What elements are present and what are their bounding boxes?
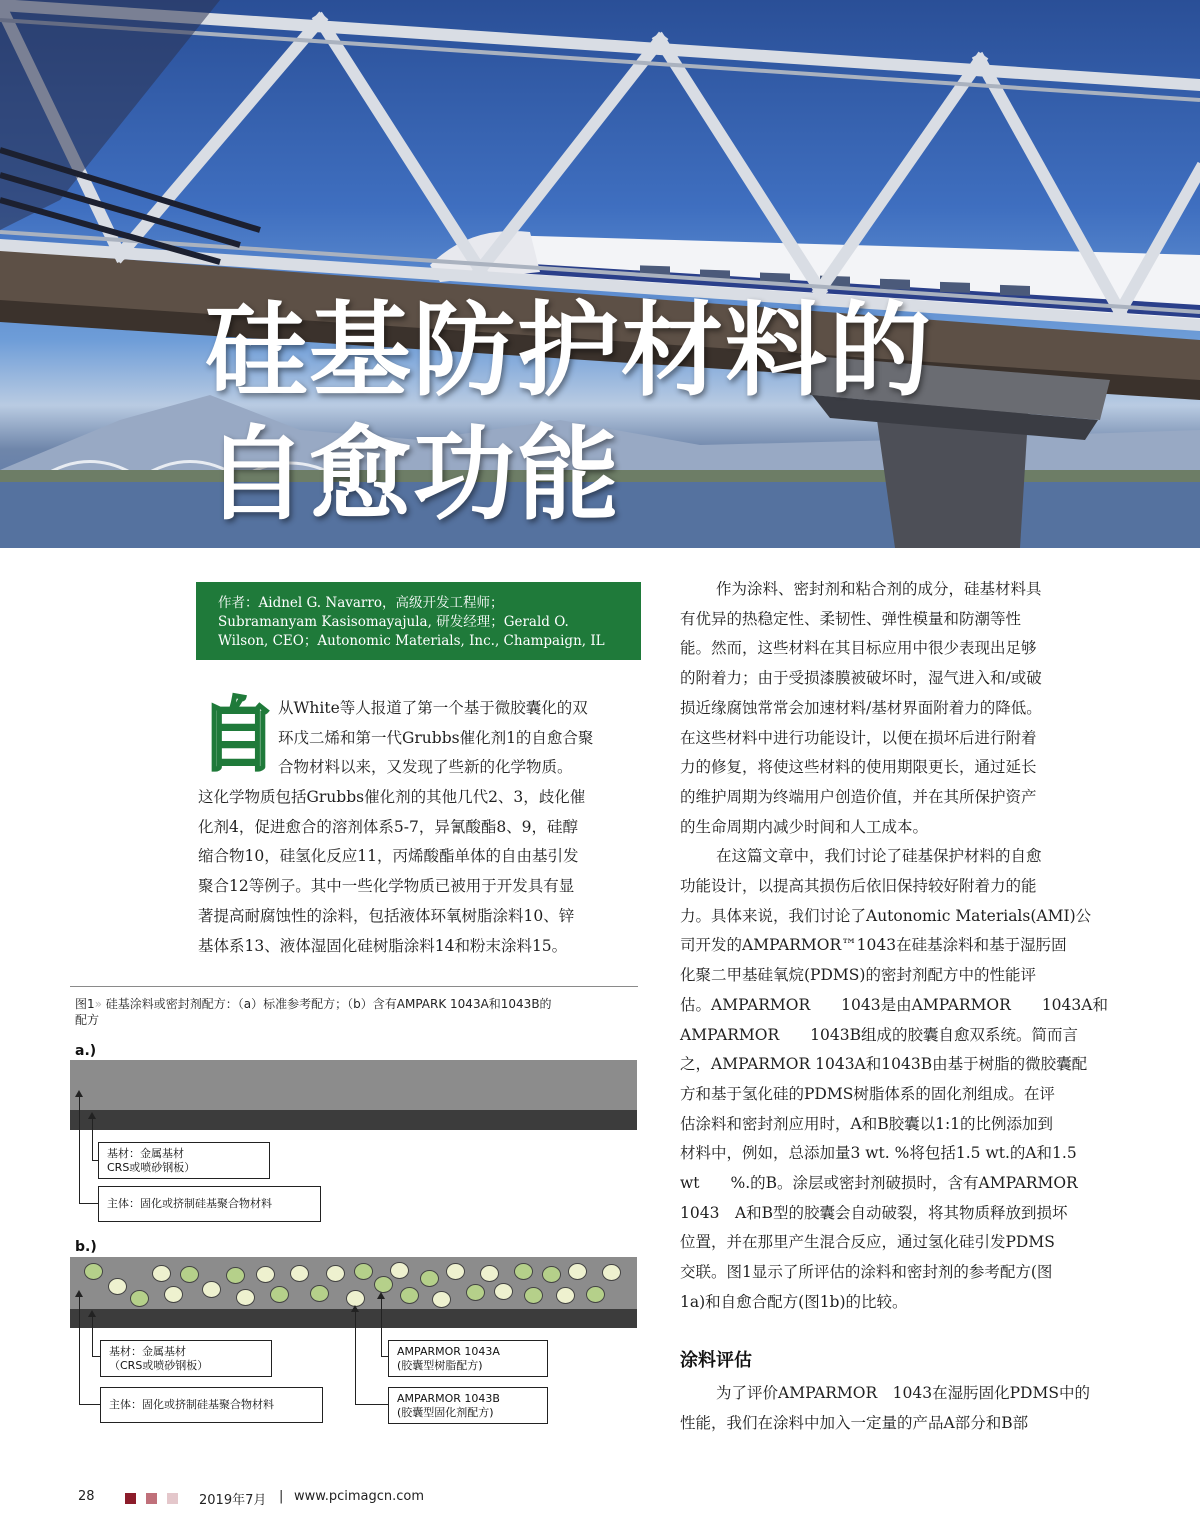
capsule — [390, 1262, 409, 1279]
text-line: 功能设计，以提高其损伤后依旧保持较好附着力的能 — [680, 877, 1037, 896]
paragraph-2 — [680, 842, 1125, 1317]
paragraph-1 — [680, 575, 1125, 842]
pointer-arrow — [75, 1090, 83, 1097]
capsule — [568, 1263, 587, 1280]
text-line: 在这些材料中进行功能设计，以便在损坏后进行附着 — [680, 728, 1037, 747]
text-line: 估。AMPARMOR 1043是由AMPARMOR 1043A和 — [680, 995, 1108, 1014]
callout-capsule-a: AMPARMOR 1043A (胶囊型树脂配方) — [388, 1340, 548, 1377]
callout-b-substrate: 基材：金属基材 （CRS或喷砂钢板） — [100, 1340, 272, 1377]
capsule — [152, 1265, 171, 1282]
author-line: 作者：Aidnel G. Navarro，高级开发工程师； — [218, 595, 504, 611]
text-line: 合物材料以来，又发现了些新的化学物质。 — [278, 758, 573, 777]
capsule — [400, 1287, 419, 1304]
article-title — [205, 290, 933, 538]
footer-square-icon — [125, 1493, 136, 1504]
article-title-line1: 硅基防护材料的 — [205, 292, 933, 411]
text-line: 环戊二烯和第一代Grubbs催化剂1的自愈合聚 — [278, 728, 594, 747]
text-line: 的附着力；由于受损漆膜被破坏时，湿气进入和/或破 — [680, 669, 1042, 688]
coating-layer-a — [70, 1060, 637, 1110]
pointer-arrow — [75, 1290, 83, 1297]
capsule — [514, 1263, 533, 1280]
text-line: 力的修复，将使这些材料的使用期限更长，通过延长 — [680, 758, 1037, 777]
caption-chevron: » — [94, 997, 102, 1011]
text-line: 化聚二甲基硅氧烷(PDMS)的密封剂配方中的性能评 — [680, 966, 1036, 985]
section-heading: 涂料评估 — [680, 1350, 752, 1371]
text-line: 材料中，例如，总添加量3 wt. %将包括1.5 wt.的A和1.5 — [680, 1144, 1077, 1163]
text-line: 从White等人报道了第一个基于微胶囊化的双 — [278, 699, 588, 717]
page-number: 28 — [78, 1489, 95, 1504]
text-line: 之，AMPARMOR 1043A和1043B由基于树脂的微胶囊配 — [680, 1055, 1088, 1074]
text-line: 这化学物质包括Grubbs催化剂的其他几代2、3，歧化催 — [198, 788, 586, 806]
drop-cap: 自 — [198, 689, 278, 782]
pointer-arrow — [351, 1305, 359, 1312]
text-line: 化剂4，促进愈合的溶剂体系5-7，异氰酸酯8、9，硅醇 — [198, 817, 579, 836]
text-line: 在这篇文章中，我们讨论了硅基保护材料的自愈 — [716, 847, 1042, 866]
callout-a-substrate: 基材：金属基材 CRS或喷砂钢板） — [98, 1142, 270, 1179]
substrate-layer-a — [70, 1110, 637, 1130]
text-line: 为了评价AMPARMOR 1043在湿肟固化PDMS中的 — [716, 1384, 1090, 1402]
callout-connector — [79, 1297, 100, 1405]
text-line: AMPARMOR 1043B组成的胶囊自愈双系统。简而言 — [680, 1025, 1079, 1044]
figure-caption-text: 硅基涂料或密封剂配方：（a）标准参考配方；（b）含有AMPARK 1043A和1043B的 — [101, 997, 552, 1011]
capsule — [586, 1286, 605, 1303]
capsule — [202, 1281, 221, 1298]
text-line: 聚合12等例子。其中一些化学物质已被用于开发具有显 — [198, 877, 575, 896]
figure-label-b: b.) — [75, 1239, 97, 1255]
capsule — [84, 1263, 103, 1280]
capsule — [524, 1287, 543, 1304]
paragraph-3 — [680, 1379, 1125, 1438]
capsule — [180, 1266, 199, 1283]
text-line: 能。然而，这些材料在其目标应用中很少表现出足够 — [680, 639, 1037, 658]
figure-caption-text-2: 配方 — [75, 1013, 100, 1027]
author-line: Subramanyam Kasisomayajula, 研发经理；Gerald O. — [218, 614, 569, 630]
footer-square-icon — [167, 1493, 178, 1504]
capsule — [374, 1276, 393, 1293]
text-line: 位置，并在那里产生混合反应，通过氢化硅引发PDMS — [680, 1233, 1055, 1252]
callout-connector — [355, 1312, 388, 1405]
capsule — [542, 1266, 561, 1283]
capsule — [602, 1264, 621, 1281]
text-line: 性能，我们在涂料中加入一定量的产品A部分和B部 — [680, 1413, 1029, 1432]
footer-website: www.pcimagcn.com — [294, 1489, 425, 1504]
intro-paragraph — [198, 783, 644, 961]
capsule — [164, 1286, 183, 1303]
capsule — [432, 1291, 451, 1308]
pointer-arrow — [377, 1292, 385, 1299]
text-line: 的生命周期内减少时间和人工成本。 — [680, 817, 929, 836]
figure-number: 图1 — [75, 997, 95, 1011]
figure-top-rule — [70, 986, 638, 987]
figure-caption — [75, 996, 640, 1028]
text-line: 估涂料和密封剂应用时，A和B胶囊以1:1的比例添加到 — [680, 1114, 1054, 1133]
text-line: 1a)和自愈合配方(图1b)的比较。 — [680, 1292, 908, 1311]
footer-separator: | — [279, 1489, 284, 1504]
figure-label-a: a.) — [75, 1043, 97, 1059]
text-line: 司开发的AMPARMOR™1043在硅基涂料和基于湿肟固 — [680, 936, 1067, 955]
right-column — [680, 575, 1125, 1318]
text-line: 交联。图1显示了所评估的涂料和密封剂的参考配方(图 — [680, 1263, 1053, 1282]
capsule — [108, 1278, 127, 1295]
callout-b-main: 主体：固化或挤制硅基聚合物材料 — [100, 1387, 323, 1423]
article-title-line2: 自愈功能 — [205, 416, 621, 535]
text-line: 力。具体来说，我们讨论了Autonomic Materials(AMI)公 — [680, 906, 1092, 925]
capsule — [556, 1287, 575, 1304]
text-line: 1043 A和B型的胶囊会自动破裂，将其物质释放到损坏 — [680, 1203, 1068, 1222]
text-line: 作为涂料、密封剂和粘合剂的成分，硅基材料具 — [716, 580, 1042, 598]
text-line: 损近缘腐蚀常常会加速材料/基材界面附着力的降低。 — [680, 698, 1042, 717]
text-line: 方和基于氢化硅的PDMS树脂体系的固化剂组成。在评 — [680, 1084, 1055, 1103]
capsule — [226, 1267, 245, 1284]
callout-connector — [79, 1097, 98, 1204]
text-line: wt %.的B。涂层或密封剂破损时，含有AMPARMOR — [680, 1174, 1078, 1193]
text-line: 著提高耐腐蚀性的涂料，包括液体环氧树脂涂料10、锌 — [198, 906, 575, 925]
capsule — [480, 1265, 499, 1282]
capsule — [290, 1265, 309, 1282]
capsule — [354, 1263, 373, 1280]
capsule — [256, 1266, 275, 1283]
capsule — [326, 1265, 345, 1282]
footer-issue-date: 2019年7月 — [199, 1493, 267, 1508]
author-line: Wilson, CEO；Autonomic Materials, Inc., Champaign, IL — [218, 633, 605, 649]
capsule — [270, 1286, 289, 1303]
hero-image — [0, 0, 1200, 548]
author-info-box — [196, 582, 641, 660]
capsule — [494, 1283, 513, 1300]
text-line: 缩合物10，硅氢化反应11，丙烯酸酯单体的自由基引发 — [198, 847, 579, 866]
capsule — [310, 1285, 329, 1302]
intro-indented-lines — [278, 694, 644, 783]
capsule — [236, 1289, 255, 1306]
capsule — [420, 1270, 439, 1287]
callout-capsule-b: AMPARMOR 1043B (胶囊型固化剂配方) — [388, 1387, 548, 1424]
text-line: 基体系13、液体湿固化硅树脂涂料14和粉末涂料15。 — [198, 936, 568, 955]
capsule — [446, 1263, 465, 1280]
text-line: 有优异的热稳定性、柔韧性、弹性模量和防潮等性 — [680, 609, 1022, 628]
footer-square-icon — [146, 1493, 157, 1504]
text-line: 的维护周期为终端用户创造价值，并在其所保护资产 — [680, 787, 1037, 806]
capsule — [130, 1290, 149, 1307]
capsule — [466, 1284, 485, 1301]
callout-a-main: 主体：固化或挤制硅基聚合物材料 — [98, 1186, 321, 1222]
